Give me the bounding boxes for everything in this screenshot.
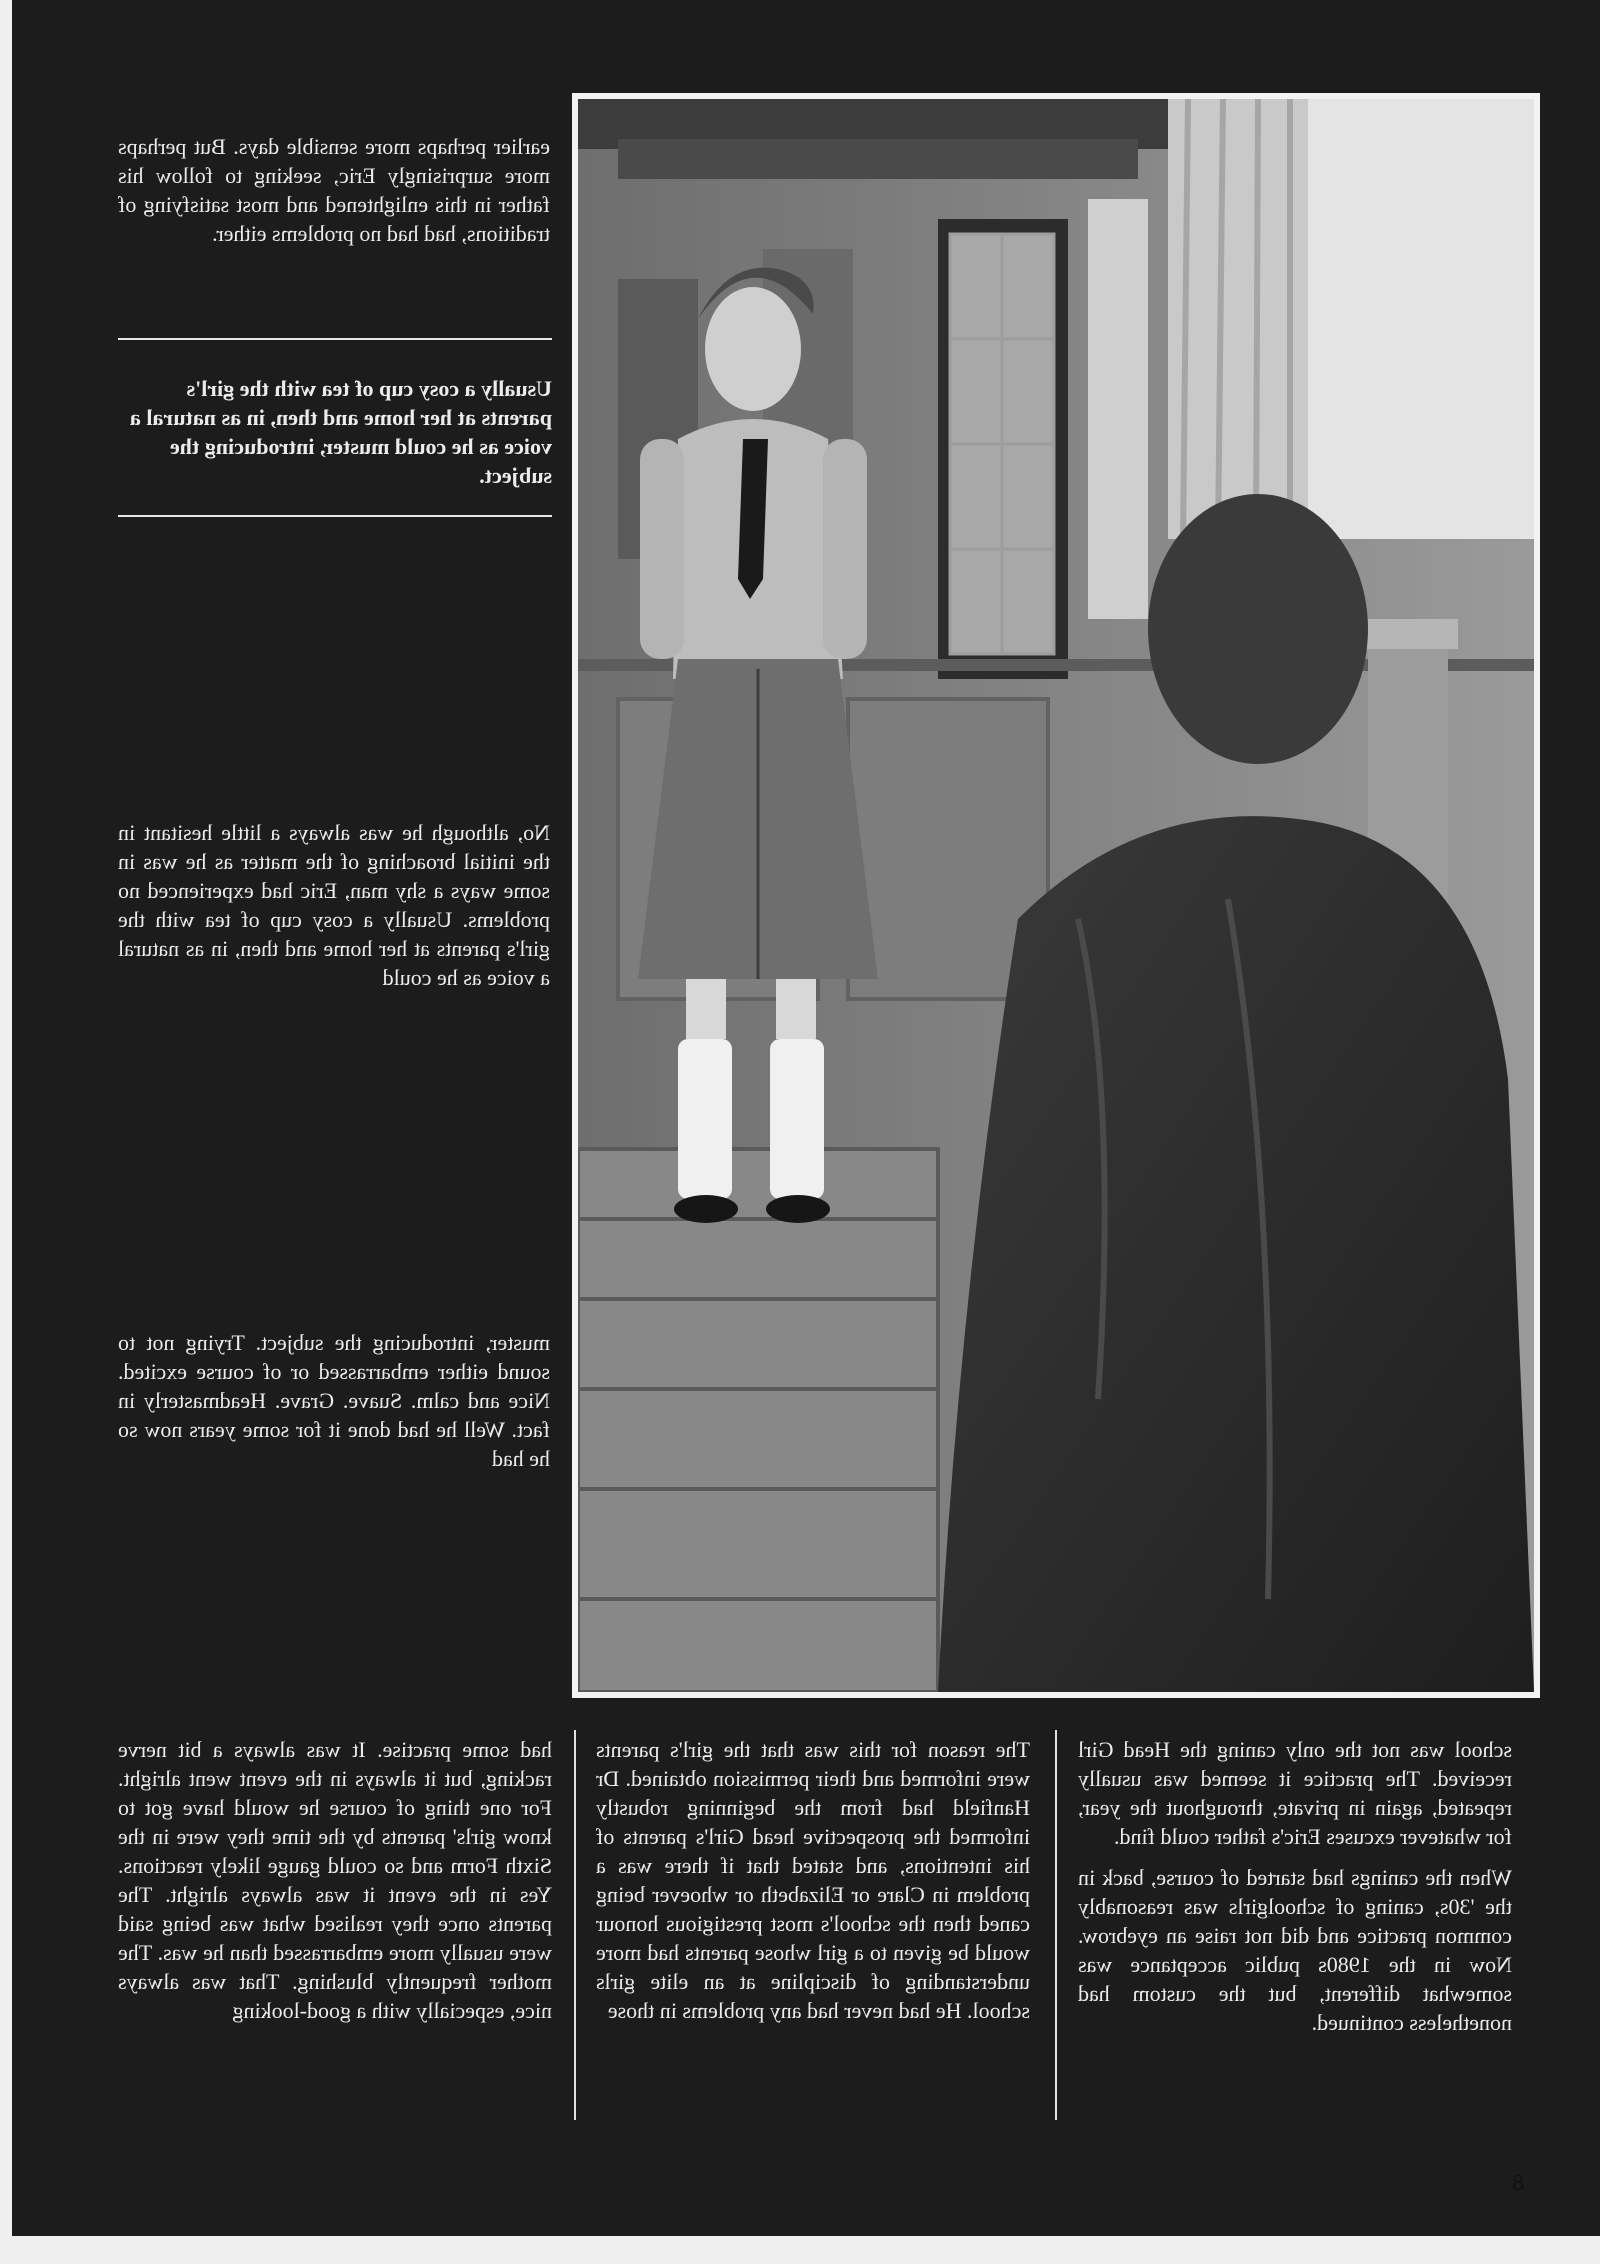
pullquote — [118, 374, 552, 502]
staircase-photograph — [572, 93, 1540, 1698]
photo-illustration — [578, 99, 1534, 1692]
left-text-block-3 — [118, 1328, 550, 1485]
bottom-column-1-text: had some practise. It was always a bit nerve racking, but it always in the event went alright. For one thing of course he would have got to know girls' parents by the time they were in the Sixth Form and so could gauge likely reactions. Yes in the event it was always alright. The parents once they realised what was being said were usually more embarrassed than he was. The mother frequently blushing. That was always nice, especially with a good-looking — [118, 1737, 552, 2023]
column-divider-2 — [1055, 1730, 1057, 2120]
page-number: 8 — [1512, 2170, 1525, 2195]
left-text-block-1 — [118, 132, 550, 260]
left-paragraph-2: No, although he was always a little hesitant in the initial broaching of the matter as he was in some ways a shy man, Eric had experienced no problems. Usually a cosy cup of tea with the girl's parents at her home and then, in as natural a voice as he could — [118, 820, 550, 990]
bottom-column-2-text: The reason for this was that the girl's parents were informed and their permission obtained. Dr Hanfield had from the beginning robustly informed the prospective head Girl's parents of his intentions, and stated that if there was a problem in Clare or Elizabeth or whoever being caned then the school's most prestigious honour would be given to a girl whose parents had more understanding of discipline at an elite girls school. He had never had any problems in those — [596, 1737, 1030, 2023]
left-paragraph-3: muster, introducing the subject. Trying not to sound either embarrassed or of course excited. Nice and calm. Suave. Grave. Headmasterly in fact. Well he had done it for some years now so he had — [118, 1330, 550, 1471]
pullquote-bottom-rule — [118, 515, 552, 517]
bottom-column-2 — [596, 1735, 1030, 2037]
bottom-column-1 — [118, 1735, 552, 2037]
left-text-block-2 — [118, 818, 550, 1004]
bottom-column-3-paragraph-1: school was not the only caning the Head Girl received. The practice it seemed was usually repeated, again in private, throughout the year, for whatever excuses Eric's father could find. — [1078, 1737, 1512, 1849]
pullquote-top-rule — [118, 338, 552, 340]
column-divider-1 — [574, 1730, 576, 2120]
left-paragraph-1: earlier perhaps more sensible days. But perhaps more surprisingly Eric, seeking to follow his father in this enlightened and most satisfying of traditions, had had no problems either. — [118, 134, 550, 246]
bottom-column-3-paragraph-2: When the canings had started of course, back in the '30s, caning of schoolgirls was reasonably common practice and did not raise an eyebrow. Now in the 1980s public acceptance was somewhat different, but the custom had nonetheless continued. — [1078, 1865, 1512, 2035]
pullquote-text: Usually a cosy cup of tea with the girl's parents at her home and then, in as natural a voice as he could muster, introducing the subject. — [129, 376, 552, 488]
bottom-column-3 — [1078, 1735, 1512, 2049]
